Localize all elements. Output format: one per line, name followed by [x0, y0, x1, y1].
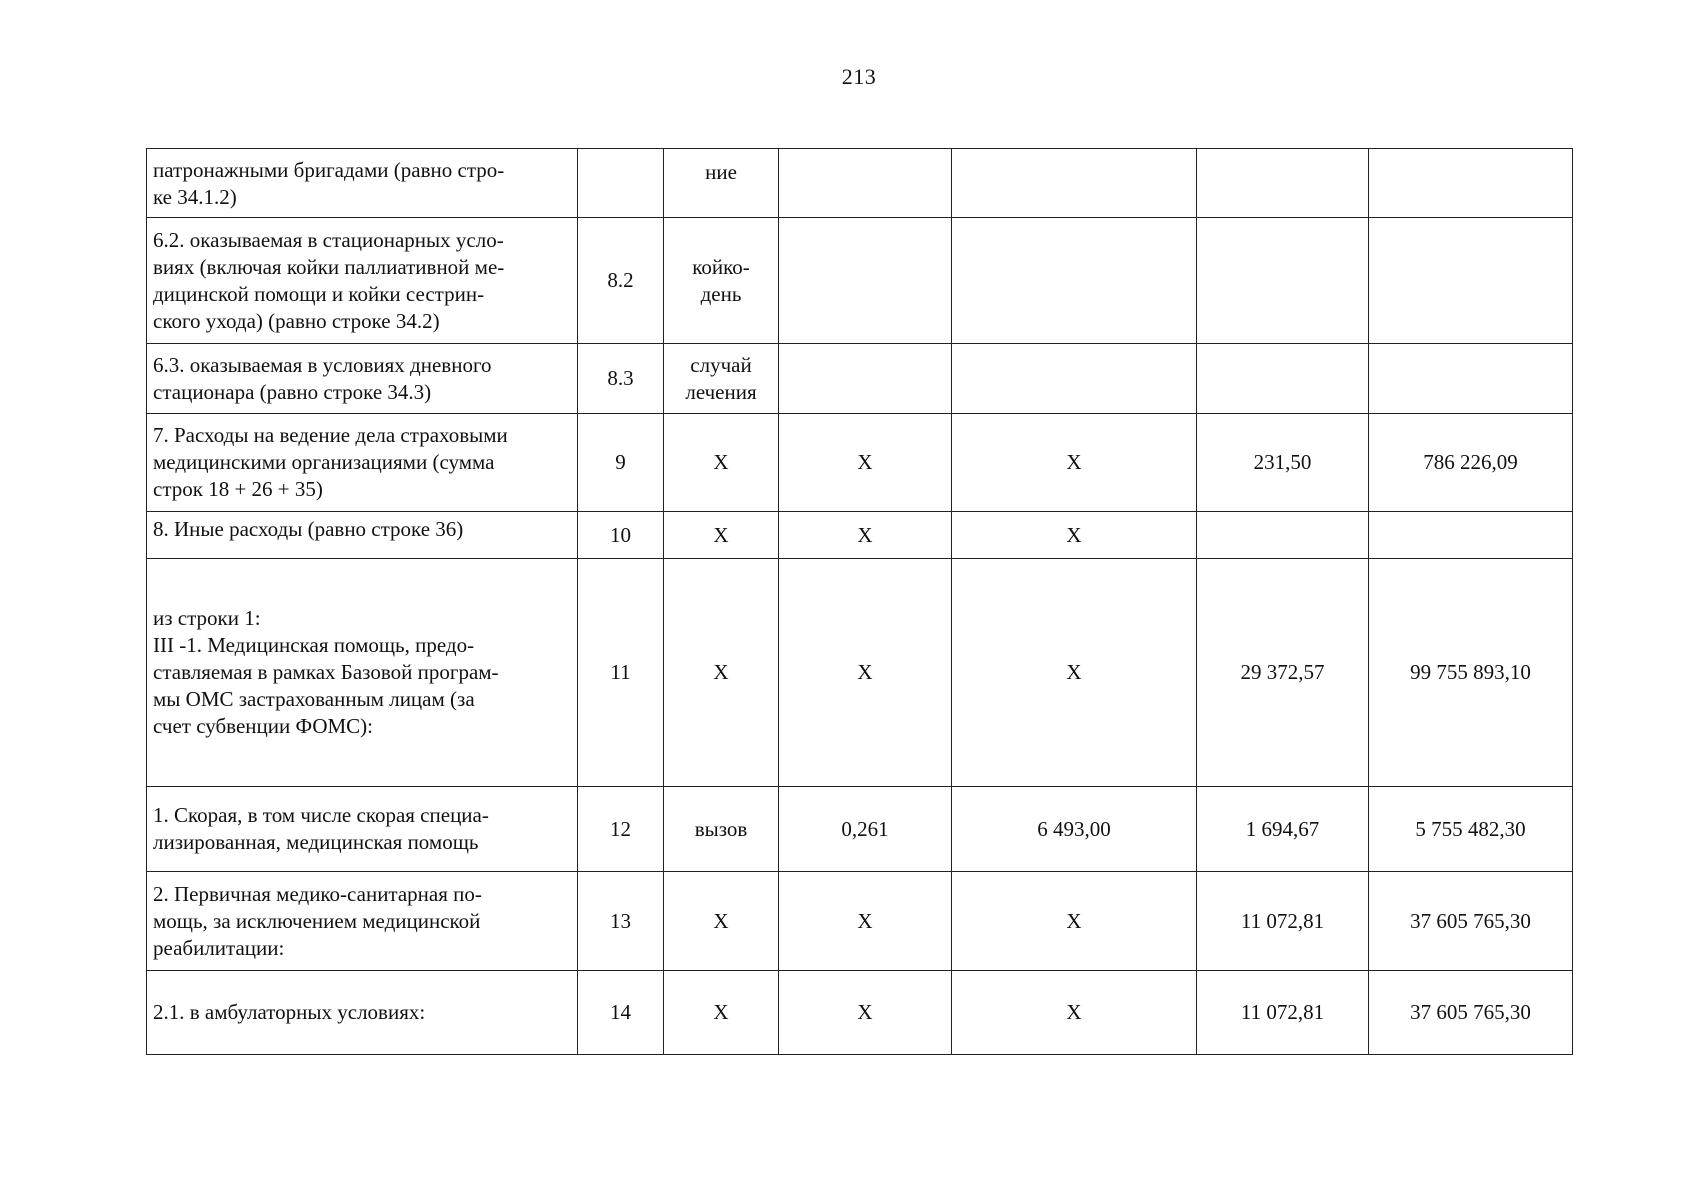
- unit-cell: Х: [664, 872, 779, 971]
- per-capita-cell: [1197, 218, 1369, 344]
- table-row: [147, 344, 1573, 414]
- norm-cost-cell: 6 493,00: [952, 787, 1197, 872]
- norm-volume-cell: Х: [779, 512, 952, 559]
- total-cell: [1369, 512, 1573, 559]
- per-capita-cell: 1 694,67: [1197, 787, 1369, 872]
- table-row: [147, 218, 1573, 344]
- total-cell: [1369, 218, 1573, 344]
- unit-cell: Х: [664, 512, 779, 559]
- row-name-cell: 2.1. в амбулаторных условиях:: [147, 971, 578, 1055]
- row-name-cell: 8. Иные расходы (равно строке 36): [147, 512, 578, 559]
- per-capita-cell: [1197, 149, 1369, 218]
- norm-cost-cell: [952, 218, 1197, 344]
- row-code-cell: 11: [578, 559, 664, 787]
- total-cell: 37 605 765,30: [1369, 872, 1573, 971]
- row-code-cell: 10: [578, 512, 664, 559]
- row-name-cell: из строки 1: III -1. Медицинская помощь, предо- ставляемая в рамках Базовой програм- мы ОМС застрахованным лицам (за счет субвенции ФОМС):: [147, 559, 578, 787]
- norm-volume-cell: Х: [779, 414, 952, 512]
- unit-cell: Х: [664, 971, 779, 1055]
- norm-volume-cell: 0,261: [779, 787, 952, 872]
- norm-cost-cell: Х: [952, 559, 1197, 787]
- total-cell: [1369, 344, 1573, 414]
- unit-cell: ние: [664, 149, 779, 218]
- table-row: [147, 512, 1573, 559]
- norm-volume-cell: [779, 149, 952, 218]
- unit-cell: Х: [664, 559, 779, 787]
- norm-cost-cell: Х: [952, 414, 1197, 512]
- row-name-cell: 6.2. оказываемая в стационарных усло- виях (включая койки паллиативной ме- дицинской помощи и койки сестрин- ского ухода) (равно строке 34.2): [147, 218, 578, 344]
- per-capita-cell: [1197, 344, 1369, 414]
- row-code-cell: 14: [578, 971, 664, 1055]
- unit-cell: вызов: [664, 787, 779, 872]
- unit-cell: случай лечения: [664, 344, 779, 414]
- unit-cell: койко- день: [664, 218, 779, 344]
- norm-volume-cell: Х: [779, 872, 952, 971]
- row-code-cell: 8.2: [578, 218, 664, 344]
- norm-cost-cell: [952, 344, 1197, 414]
- per-capita-cell: 29 372,57: [1197, 559, 1369, 787]
- norm-volume-cell: Х: [779, 971, 952, 1055]
- norm-cost-cell: [952, 149, 1197, 218]
- norm-cost-cell: Х: [952, 512, 1197, 559]
- total-cell: [1369, 149, 1573, 218]
- per-capita-cell: [1197, 512, 1369, 559]
- row-code-cell: 8.3: [578, 344, 664, 414]
- total-cell: 99 755 893,10: [1369, 559, 1573, 787]
- total-cell: 5 755 482,30: [1369, 787, 1573, 872]
- table-row: [147, 559, 1573, 787]
- table-row: [147, 787, 1573, 872]
- unit-cell: Х: [664, 414, 779, 512]
- page-number: 213: [841, 64, 877, 89]
- row-name-cell: патронажными бригадами (равно стро- ке 34.1.2): [147, 149, 578, 218]
- total-cell: 37 605 765,30: [1369, 971, 1573, 1055]
- norm-cost-cell: Х: [952, 971, 1197, 1055]
- norm-volume-cell: [779, 344, 952, 414]
- table-row: [147, 872, 1573, 971]
- norm-cost-cell: Х: [952, 872, 1197, 971]
- row-name-cell: 2. Первичная медико-санитарная по- мощь, за исключением медицинской реабилитации:: [147, 872, 578, 971]
- norm-volume-cell: [779, 218, 952, 344]
- table-row: [147, 149, 1573, 218]
- row-name-cell: 1. Скорая, в том числе скорая специа- лизированная, медицинская помощь: [147, 787, 578, 872]
- norm-volume-cell: Х: [779, 559, 952, 787]
- table-row: [147, 971, 1573, 1055]
- row-code-cell: [578, 149, 664, 218]
- table-row: [147, 414, 1573, 512]
- per-capita-cell: 11 072,81: [1197, 971, 1369, 1055]
- row-name-cell: 6.3. оказываемая в условиях дневного стационара (равно строке 34.3): [147, 344, 578, 414]
- row-name-cell: 7. Расходы на ведение дела страховыми медицинскими организациями (сумма строк 18 + 26 + 35): [147, 414, 578, 512]
- financing-table: [146, 148, 1573, 1055]
- row-code-cell: 13: [578, 872, 664, 971]
- per-capita-cell: 11 072,81: [1197, 872, 1369, 971]
- row-code-cell: 9: [578, 414, 664, 512]
- total-cell: 786 226,09: [1369, 414, 1573, 512]
- per-capita-cell: 231,50: [1197, 414, 1369, 512]
- row-code-cell: 12: [578, 787, 664, 872]
